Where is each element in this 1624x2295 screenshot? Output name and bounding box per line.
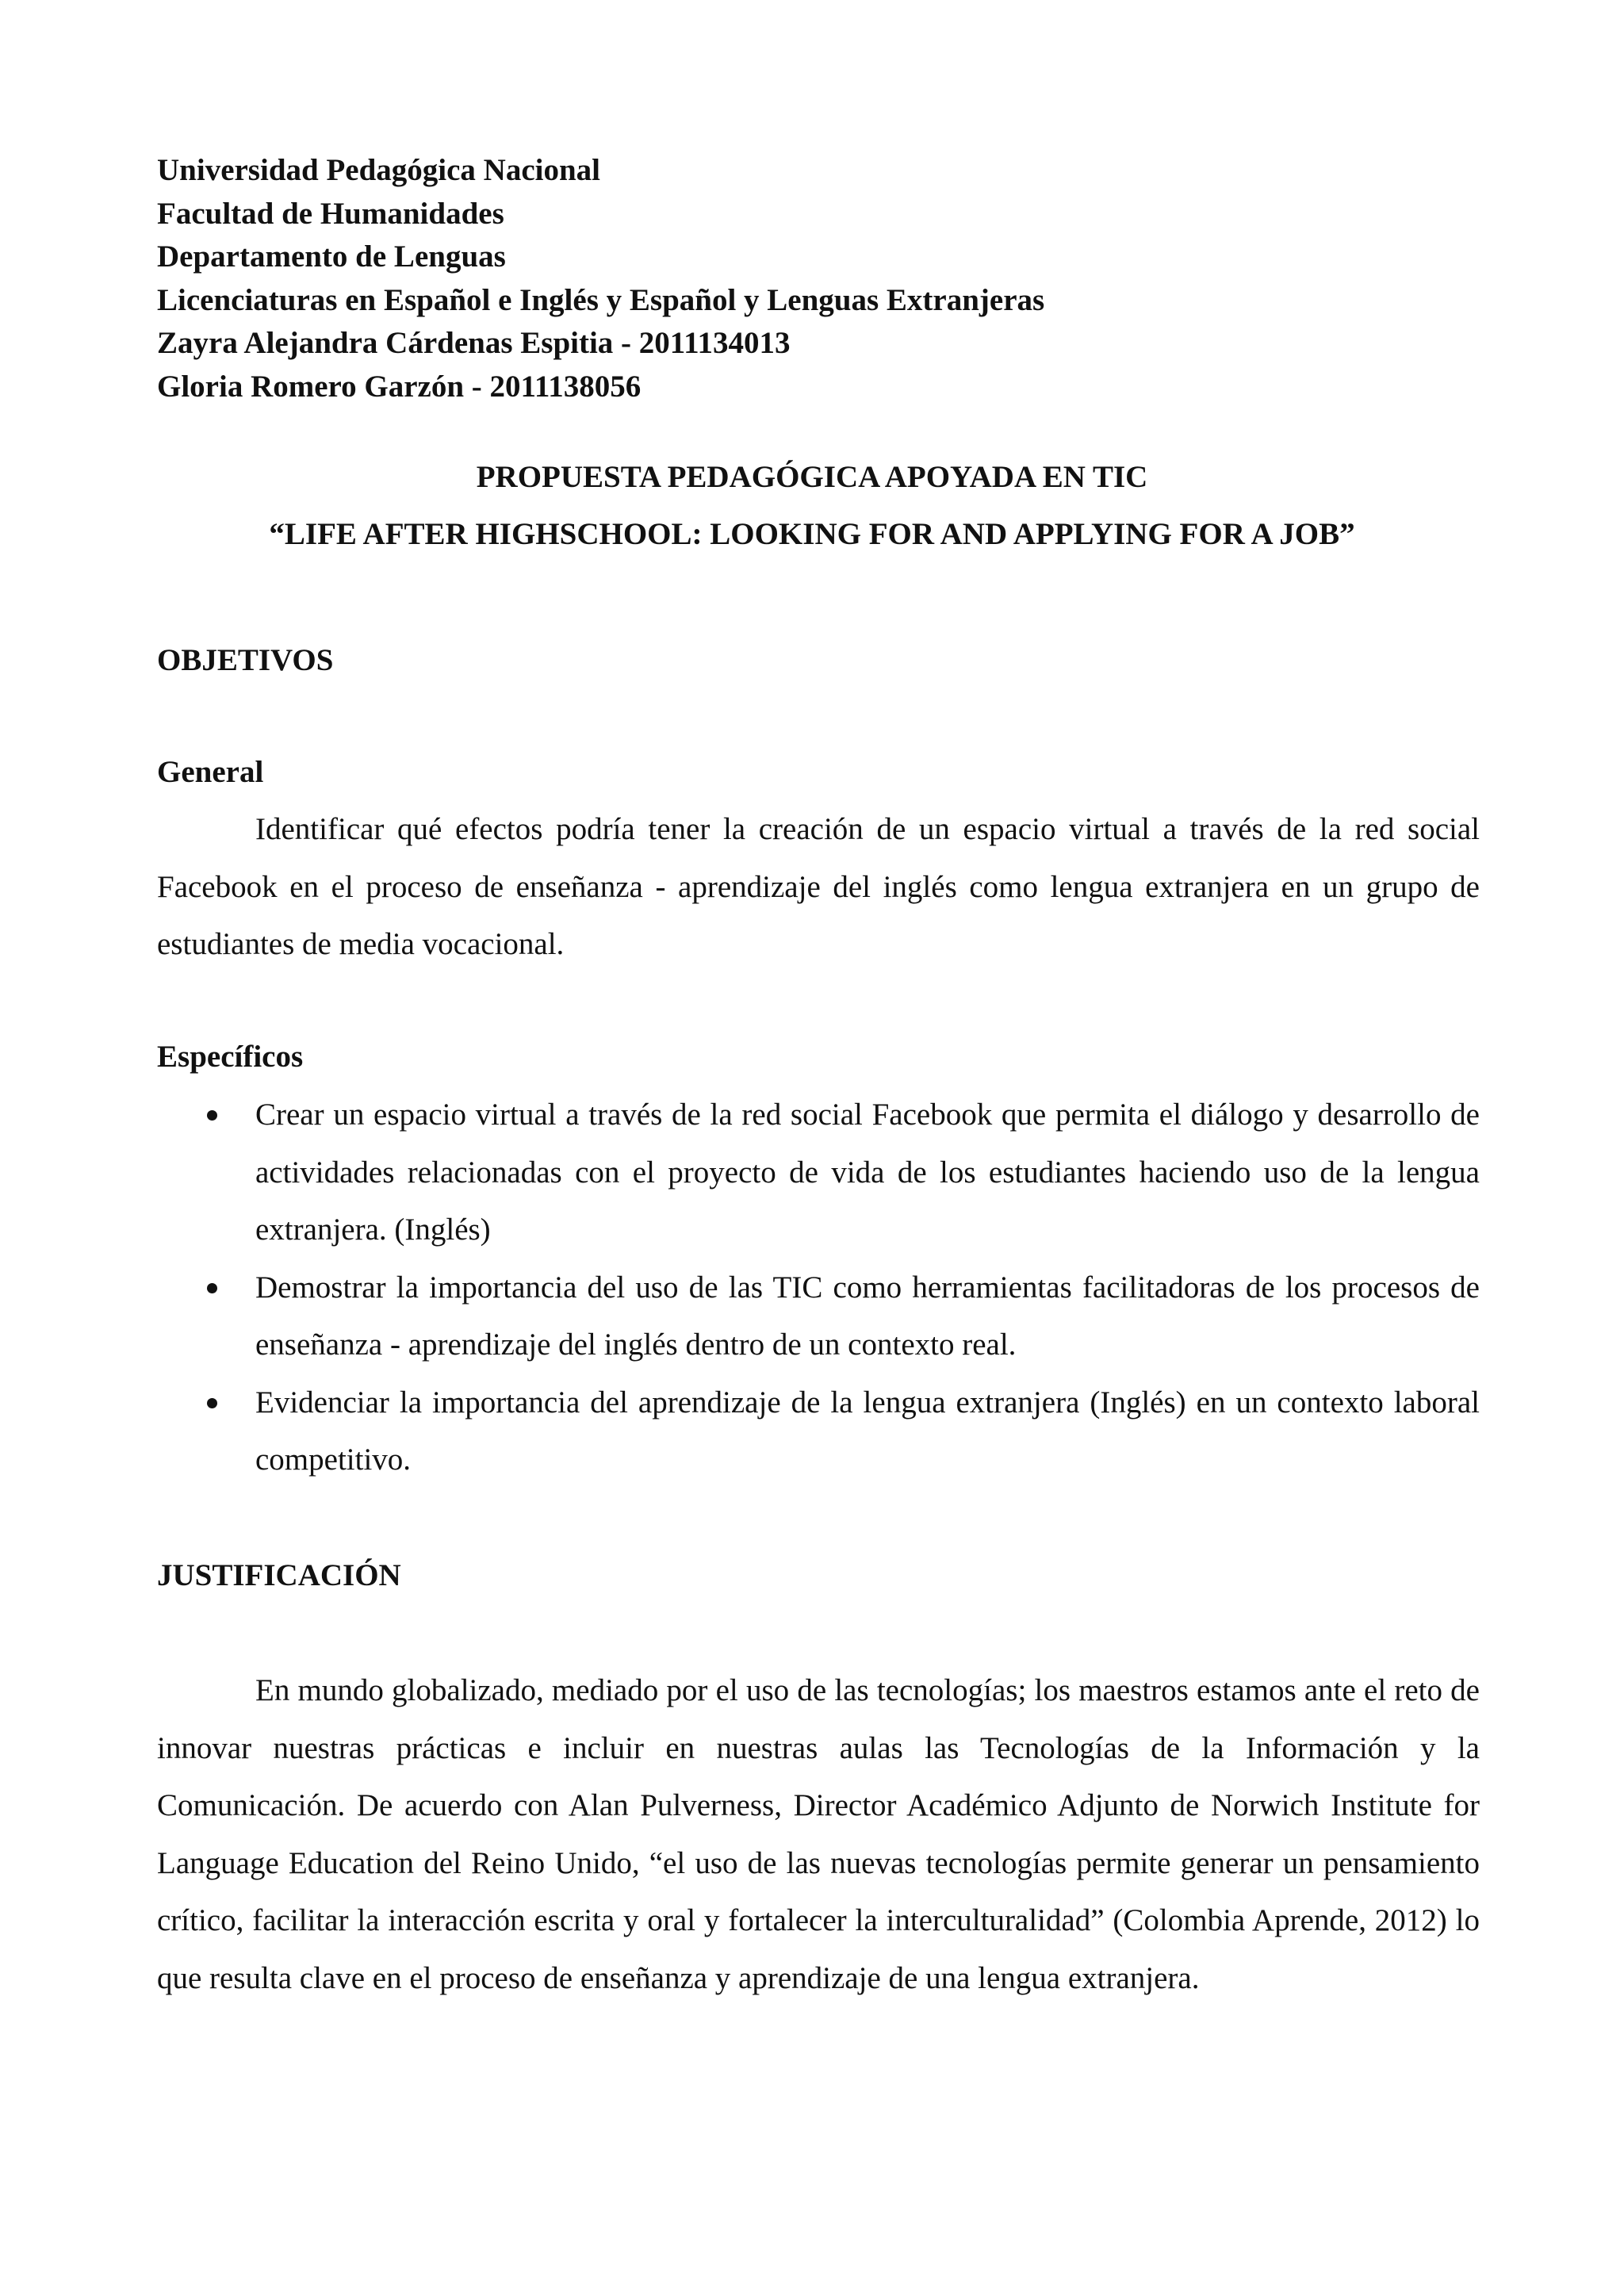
list-item [157,1086,1480,1259]
list-item-text: Crear un espacio virtual a través de la red social Facebook que permita el diálogo y desarrollo de actividades relacionadas con el proyecto de vida de los estudiantes haciendo uso de la lengua extranjera. (Inglés) [255,1098,1480,1247]
university-name: Universidad Pedagógica Nacional [157,153,601,187]
objetivos-heading: OBJETIVOS [157,643,334,677]
especificos-heading: Específicos [157,1040,304,1074]
list-item [157,1259,1480,1374]
department-name: Departamento de Lenguas [157,239,506,274]
list-item [157,1374,1480,1489]
title-line-2: “LIFE AFTER HIGHSCHOOL: LOOKING FOR AND APPLYING FOR A JOB” [269,517,1355,551]
justificacion-text: En mundo globalizado, mediado por el uso de las tecnologías; los maestros estamos ante el reto de innovar nuestras prácticas e incluir en nuestras aulas las Tecnologías de la Información y la Comunicación. De acuerdo con Alan Pulverness, Director Académico Adjunto de Norwich Institute for Language Education del Reino Unido, “el uso de las nuevas tecnologías permite generar un pensamiento crítico, facilitar la interacción escrita y oral y fortalecer la interculturalidad” (Colombia Aprende, 2012) lo que resulta clave en el proceso de enseñanza y aprendizaje de una lengua extranjera. [157,1673,1480,1995]
program-name: Licenciaturas en Español e Inglés y Español y Lenguas Extranjeras [157,282,1045,317]
specific-objectives-list [157,1086,1480,1489]
bullet-icon [207,1398,217,1408]
justificacion-heading: JUSTIFICACIÓN [157,1558,401,1592]
author-1: Zayra Alejandra Cárdenas Espitia - 2011134013 [157,326,791,360]
general-heading: General [157,755,264,789]
document-header [157,149,1489,408]
bullet-icon [207,1283,217,1293]
list-item-text: Demostrar la importancia del uso de las TIC como herramientas facilitadoras de los procesos de enseñanza - aprendizaje del inglés dentro de un contexto real. [255,1270,1480,1362]
faculty-name: Facultad de Humanidades [157,196,504,231]
bullet-icon [207,1110,217,1121]
title-line-1: PROPUESTA PEDAGÓGICA APOYADA EN TIC [476,460,1148,494]
author-2: Gloria Romero Garzón - 2011138056 [157,369,642,404]
list-item-text: Evidenciar la importancia del aprendizaje de la lengua extranjera (Inglés) en un contexto laboral competitivo. [255,1385,1480,1477]
document-title [0,449,1624,563]
general-objective-text: Identificar qué efectos podría tener la creación de un espacio virtual a través de la red social Facebook en el proceso de enseñanza - aprendizaje del inglés como lengua extranjera en un grupo de estudiantes de media vocacional. [157,812,1480,961]
